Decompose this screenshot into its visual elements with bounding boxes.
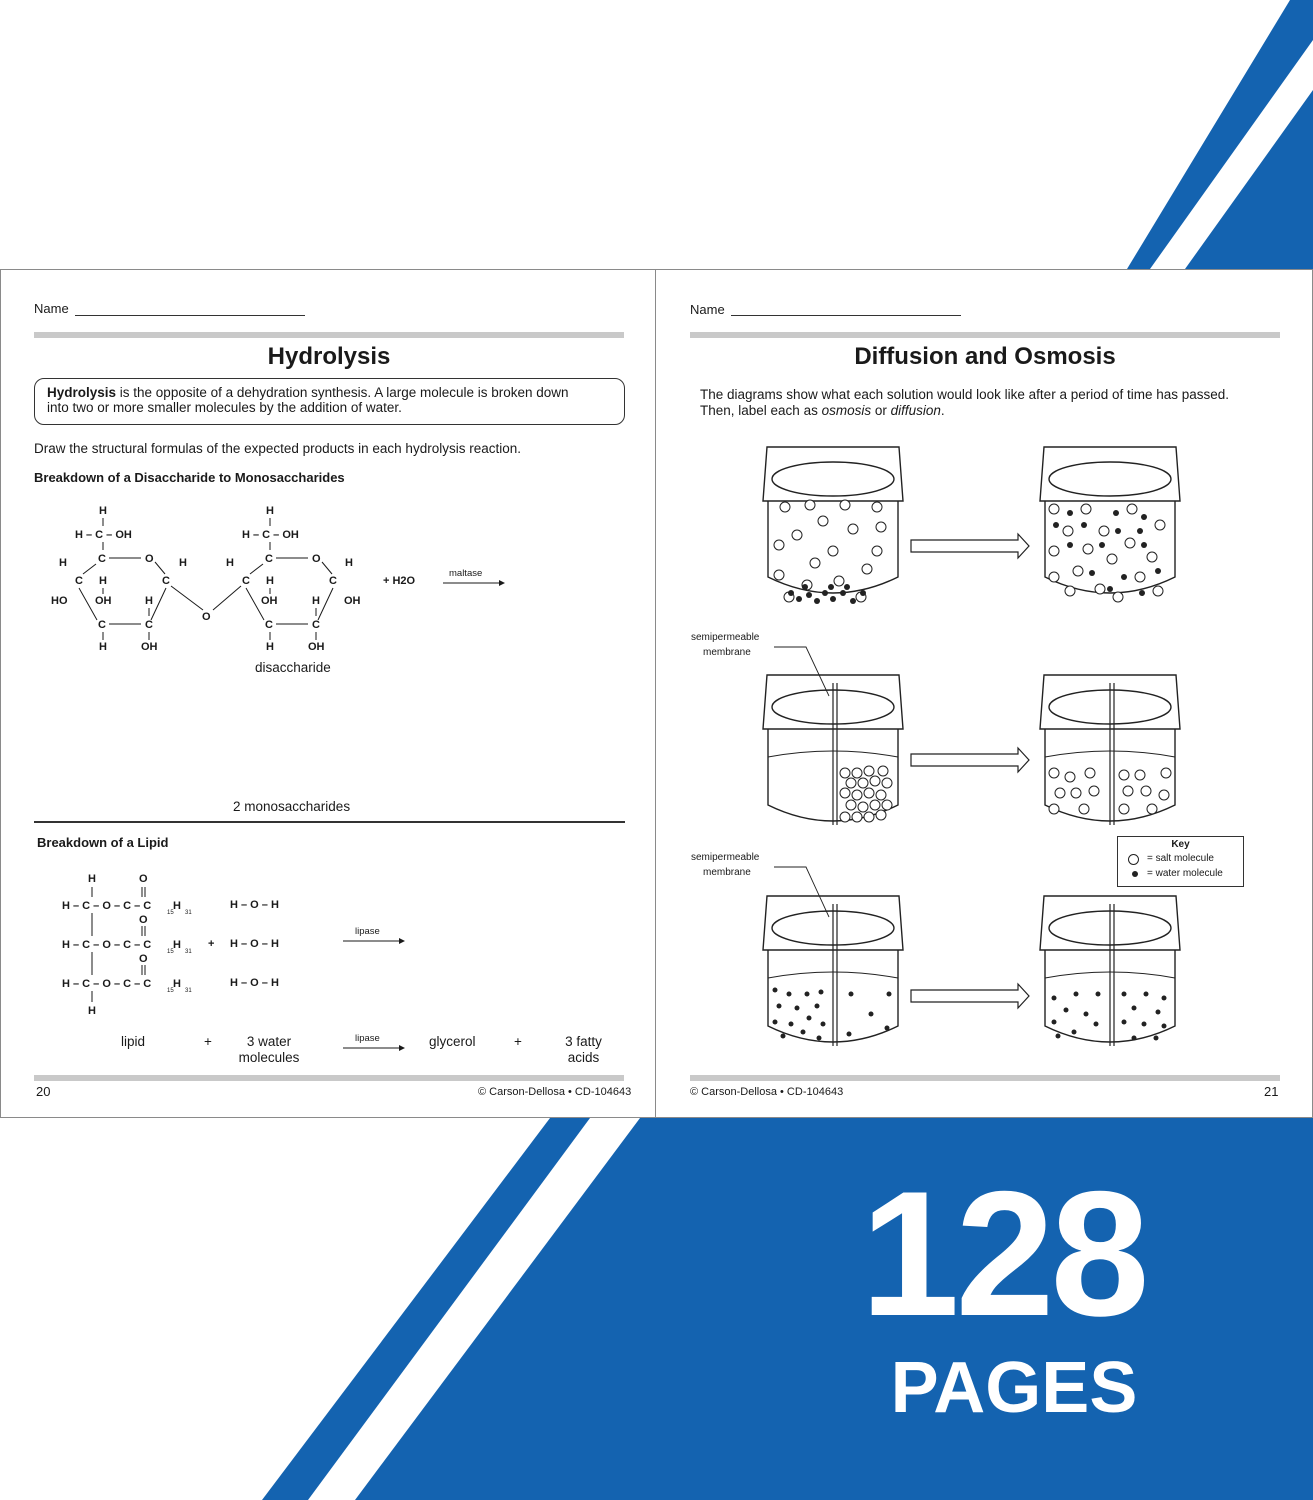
- page-number: 21: [1264, 1084, 1279, 1099]
- beaker-3-after: [1040, 896, 1180, 1046]
- svg-text:H: H: [312, 595, 320, 607]
- worksheet-page-hydrolysis: [0, 269, 656, 1118]
- svg-text:H: H: [173, 978, 181, 990]
- eq-lipid: lipid: [121, 1034, 146, 1049]
- instruction-text: Draw the structural formulas of the expected products in each hydrolysis reaction.: [34, 441, 521, 456]
- eq-water: [234, 1034, 304, 1065]
- svg-text:O: O: [202, 611, 211, 623]
- name-label: Name: [690, 302, 725, 317]
- svg-text:OH: OH: [261, 595, 278, 607]
- name-line[interactable]: [75, 315, 305, 316]
- beaker-1-before: [763, 447, 903, 604]
- water-molecule-2: H – O – H: [230, 938, 279, 950]
- membrane-pointer-1: [774, 647, 829, 696]
- footer-bar: [34, 1075, 624, 1081]
- svg-text:15: 15: [167, 988, 174, 994]
- svg-text:OH: OH: [344, 595, 361, 607]
- svg-text:C: C: [312, 619, 320, 631]
- beaker-1-after: [1040, 447, 1180, 602]
- svg-text:C: C: [242, 575, 250, 587]
- disaccharide-label: disaccharide: [255, 660, 331, 675]
- svg-text:C: C: [329, 575, 337, 587]
- svg-text:H: H: [173, 900, 181, 912]
- svg-text:O: O: [139, 914, 148, 926]
- svg-text:H – C – OH: H – C – OH: [75, 529, 132, 541]
- membrane-label-2-line2: membrane: [703, 867, 751, 878]
- svg-text:H: H: [88, 1005, 96, 1016]
- definition-text-2: into two or more smaller molecules by the addition of water.: [47, 400, 402, 415]
- eq-arrow: [341, 1043, 407, 1053]
- svg-text:31: 31: [185, 910, 192, 916]
- key-title: Key: [1171, 839, 1190, 850]
- page-count-label: PAGES: [890, 1348, 1138, 1428]
- svg-text:H: H: [266, 575, 274, 587]
- definition-box: [34, 378, 625, 425]
- svg-text:C: C: [265, 553, 273, 565]
- svg-text:H: H: [99, 575, 107, 587]
- copyright: © Carson-Dellosa • CD-104643: [690, 1086, 844, 1098]
- eq-water-line1: 3 water: [246, 1034, 292, 1049]
- section-divider: [34, 821, 625, 823]
- reaction-arrow: [441, 578, 507, 588]
- definition-text: is the opposite of a dehydration synthesis. A large molecule is broken down: [116, 385, 569, 400]
- arrow-row-1: [911, 534, 1029, 558]
- svg-text:H – C – OH: H – C – OH: [242, 529, 299, 541]
- svg-text:OH: OH: [141, 641, 158, 653]
- beaker-2-after: [1040, 675, 1180, 825]
- intro-line2a: Then, label each as: [700, 402, 822, 418]
- svg-text:H: H: [266, 505, 274, 517]
- eq-fatty-line1: 3 fatty: [565, 1034, 602, 1049]
- svg-text:O: O: [145, 553, 154, 565]
- svg-text:HO: HO: [51, 595, 68, 607]
- water-molecule-1: H – O – H: [230, 899, 279, 911]
- svg-text:H: H: [345, 557, 353, 569]
- intro-osmosis: osmosis: [821, 402, 872, 418]
- water-reactant: + H2O: [383, 575, 416, 587]
- page-title: Diffusion and Osmosis: [854, 343, 1116, 370]
- svg-text:15: 15: [167, 910, 174, 916]
- svg-text:15: 15: [167, 949, 174, 955]
- header-bar: [34, 332, 624, 338]
- arrow-row-3: [911, 984, 1029, 1008]
- intro-line2c: or: [871, 402, 891, 418]
- enzyme-maltase: maltase: [449, 568, 483, 579]
- key-salt-label: = salt molecule: [1147, 853, 1214, 864]
- lipid-structure: [56, 868, 206, 1016]
- membrane-label-1-line2: membrane: [703, 647, 751, 658]
- section-heading-disaccharide: Breakdown of a Disaccharide to Monosaccharides: [34, 470, 345, 485]
- page-title: Hydrolysis: [267, 343, 391, 370]
- water-molecule-3: H – O – H: [230, 977, 279, 989]
- eq-plus-1: +: [204, 1034, 212, 1049]
- intro-line1: The diagrams show what each solution would look like after a period of time has passed.: [700, 387, 1230, 402]
- eq-fatty-acids: [556, 1034, 611, 1065]
- svg-text:H – C – O – C – C: H – C – O – C – C: [62, 978, 152, 990]
- page-number: 20: [36, 1084, 51, 1099]
- eq-plus-2: +: [514, 1034, 522, 1049]
- svg-text:O: O: [139, 873, 148, 885]
- membrane-pointer-2: [774, 867, 829, 917]
- definition-term: Hydrolysis: [47, 385, 117, 400]
- svg-text:H – C – O – C – C: H – C – O – C – C: [62, 900, 152, 912]
- svg-text:C: C: [98, 619, 106, 631]
- svg-text:C: C: [145, 619, 153, 631]
- svg-text:H: H: [179, 557, 187, 569]
- svg-text:H: H: [99, 505, 107, 517]
- svg-text:O: O: [139, 953, 148, 965]
- intro-line2e: .: [940, 402, 945, 418]
- svg-text:H: H: [145, 595, 153, 607]
- arrow-row-2: [911, 748, 1029, 772]
- footer-bar: [690, 1075, 1280, 1081]
- page-count-number: 128: [860, 1154, 1146, 1353]
- svg-text:C: C: [265, 619, 273, 631]
- svg-text:C: C: [75, 575, 83, 587]
- svg-text:O: O: [312, 553, 321, 565]
- beaker-diagrams: [656, 270, 1313, 1070]
- key-water-label: = water molecule: [1147, 868, 1223, 879]
- svg-text:H: H: [266, 641, 274, 653]
- beaker-3-before: [763, 896, 903, 1046]
- name-label: Name: [34, 301, 69, 316]
- enzyme-lipase: lipase: [355, 926, 380, 937]
- svg-text:H – C – O – C – C: H – C – O – C – C: [62, 939, 152, 951]
- worksheet-page-diffusion: [655, 269, 1313, 1118]
- bottom-stripe-thick: [355, 1118, 1313, 1500]
- eq-water-line2: molecules: [238, 1049, 300, 1065]
- svg-text:31: 31: [185, 988, 192, 994]
- membrane-label-1-line1: semipermeable: [691, 632, 760, 643]
- svg-text:H: H: [226, 557, 234, 569]
- copyright: © Carson-Dellosa • CD-104643: [478, 1086, 632, 1098]
- svg-text:31: 31: [185, 949, 192, 955]
- eq-fatty-line2: acids: [567, 1049, 600, 1065]
- svg-text:H: H: [59, 557, 67, 569]
- lipid-reaction-arrow: [341, 936, 407, 946]
- monosaccharides-label: 2 monosaccharides: [233, 799, 351, 814]
- svg-text:OH: OH: [95, 595, 112, 607]
- section-heading-lipid: Breakdown of a Lipid: [37, 835, 169, 850]
- svg-text:OH: OH: [308, 641, 325, 653]
- eq-enzyme-lipase: lipase: [355, 1033, 380, 1044]
- svg-text:H: H: [88, 873, 96, 885]
- svg-text:H: H: [99, 641, 107, 653]
- lipid-plus: +: [208, 938, 215, 950]
- eq-glycerol: glycerol: [429, 1034, 476, 1049]
- membrane-label-2-line1: semipermeable: [691, 852, 760, 863]
- svg-text:C: C: [98, 553, 106, 565]
- intro-diffusion: diffusion: [890, 402, 941, 418]
- svg-text:H: H: [173, 939, 181, 951]
- beaker-2-before: [763, 675, 903, 825]
- svg-text:C: C: [162, 575, 170, 587]
